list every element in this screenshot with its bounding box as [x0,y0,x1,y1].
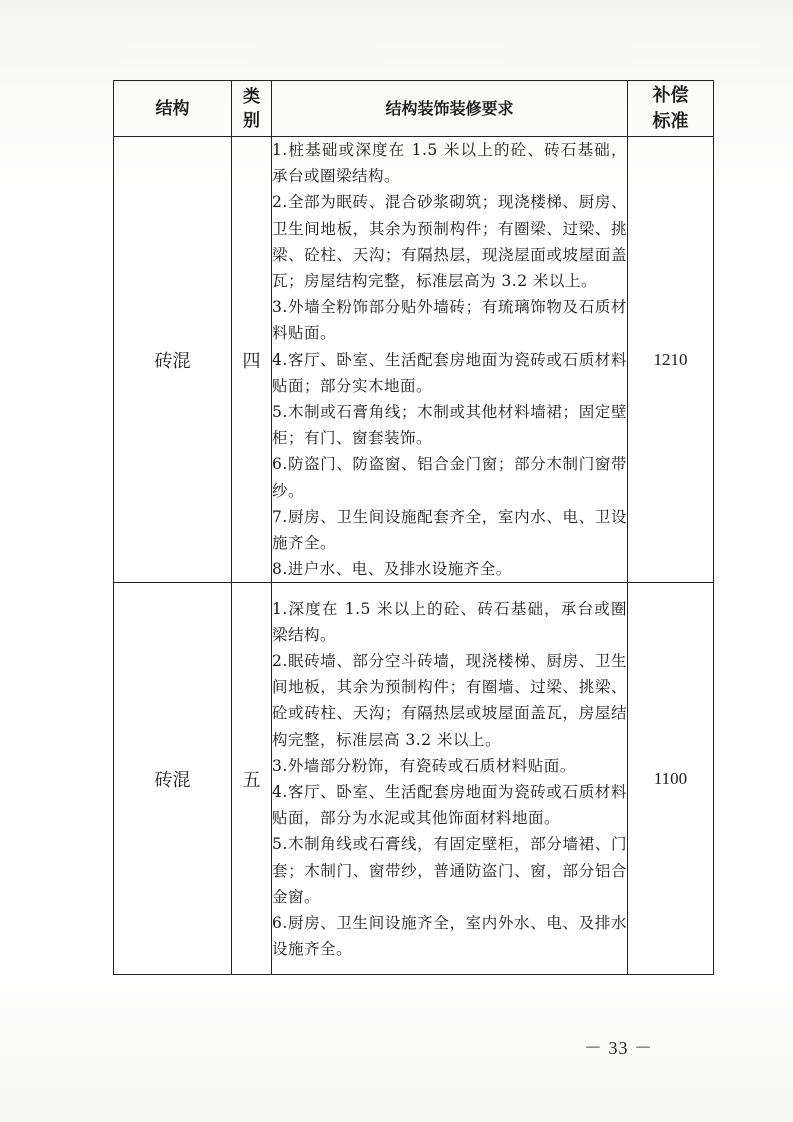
requirement-item: 4.客厅、卧室、生活配套房地面为瓷砖或石质材料贴面，部分为水泥或其他饰面材料地面。 [272,782,627,828]
requirement-item: 6.厨房、卫生间设施齐全，室内外水、电、及排水设施齐全。 [272,913,627,959]
requirement-item: 2.全部为眠砖、混合砂浆砌筑；现浇楼梯、厨房、卫生间地板，其余为预制构件；有圈梁、过梁、挑梁、砼柱、天沟；有隔热层，现浇屋面或坡屋面盖瓦；房屋结构完整，标准层高为 3.2 米以上。 [272,193,627,291]
header-requirements: 结构装饰装修要求 [272,81,628,137]
requirement-item: 4.客厅、卧室、生活配套房地面为瓷砖或石质材料贴面；部分实木地面。 [272,350,627,395]
header-compensation: 补偿标准 [628,81,714,137]
header-structure: 结构 [114,81,232,137]
requirement-item: 6.防盗门、防盗窗、铝合金门窗；部分木制门窗带纱。 [272,455,627,500]
row-requirements [272,583,628,975]
table-row [114,137,714,583]
row-category: 五 [232,583,272,975]
requirement-item: 7.厨房、卫生间设施配套齐全，室内水、电、卫设施齐全。 [272,507,627,553]
table-header-row [114,81,714,137]
row-structure: 砖混 [114,137,232,583]
compensation-standard-table [113,80,714,975]
table-row [114,583,714,975]
page-number: － 33 － [584,1038,653,1058]
requirement-item: 2.眠砖墙、部分空斗砖墙，现浇楼梯、厨房、卫生间地板，其余为预制构件；有圈墙、过梁、挑梁、砼或砖柱、天沟；有隔热层或坡屋面盖瓦，房屋结构完整，标准层高 3.2 米以上。 [272,651,627,749]
requirement-item: 3.外墙全粉饰部分贴外墙砖；有琉璃饰物及石质材料贴面。 [272,298,627,343]
row-compensation: 1210 [628,137,714,583]
requirements-list [272,596,627,963]
row-compensation: 1100 [628,583,714,975]
row-requirements [272,137,628,583]
requirement-item: 3.外墙部分粉饰，有瓷砖或石质材料贴面。 [272,756,576,775]
requirement-item: 5.木制角线或石膏线，有固定壁柜，部分墙裙、门套；木制门、窗带纱，普通防盗门、窗，部分铝合金窗。 [272,835,627,906]
requirements-list [272,137,627,582]
requirement-item: 1.桩基础或深度在 1.5 米以上的砼、砖石基础，承台或圈梁结构。 [272,141,627,186]
header-category: 类别 [232,81,272,137]
requirement-item: 1.深度在 1.5 米以上的砼、砖石基础，承台或圈梁结构。 [272,599,627,644]
requirement-item: 8.进户水、电、及排水设施齐全。 [272,560,512,579]
requirement-item: 5.木制或石膏角线；木制或其他材料墙裙；固定壁柜；有门、窗套装饰。 [272,403,627,448]
row-structure: 砖混 [114,583,232,975]
row-category: 四 [232,137,272,583]
